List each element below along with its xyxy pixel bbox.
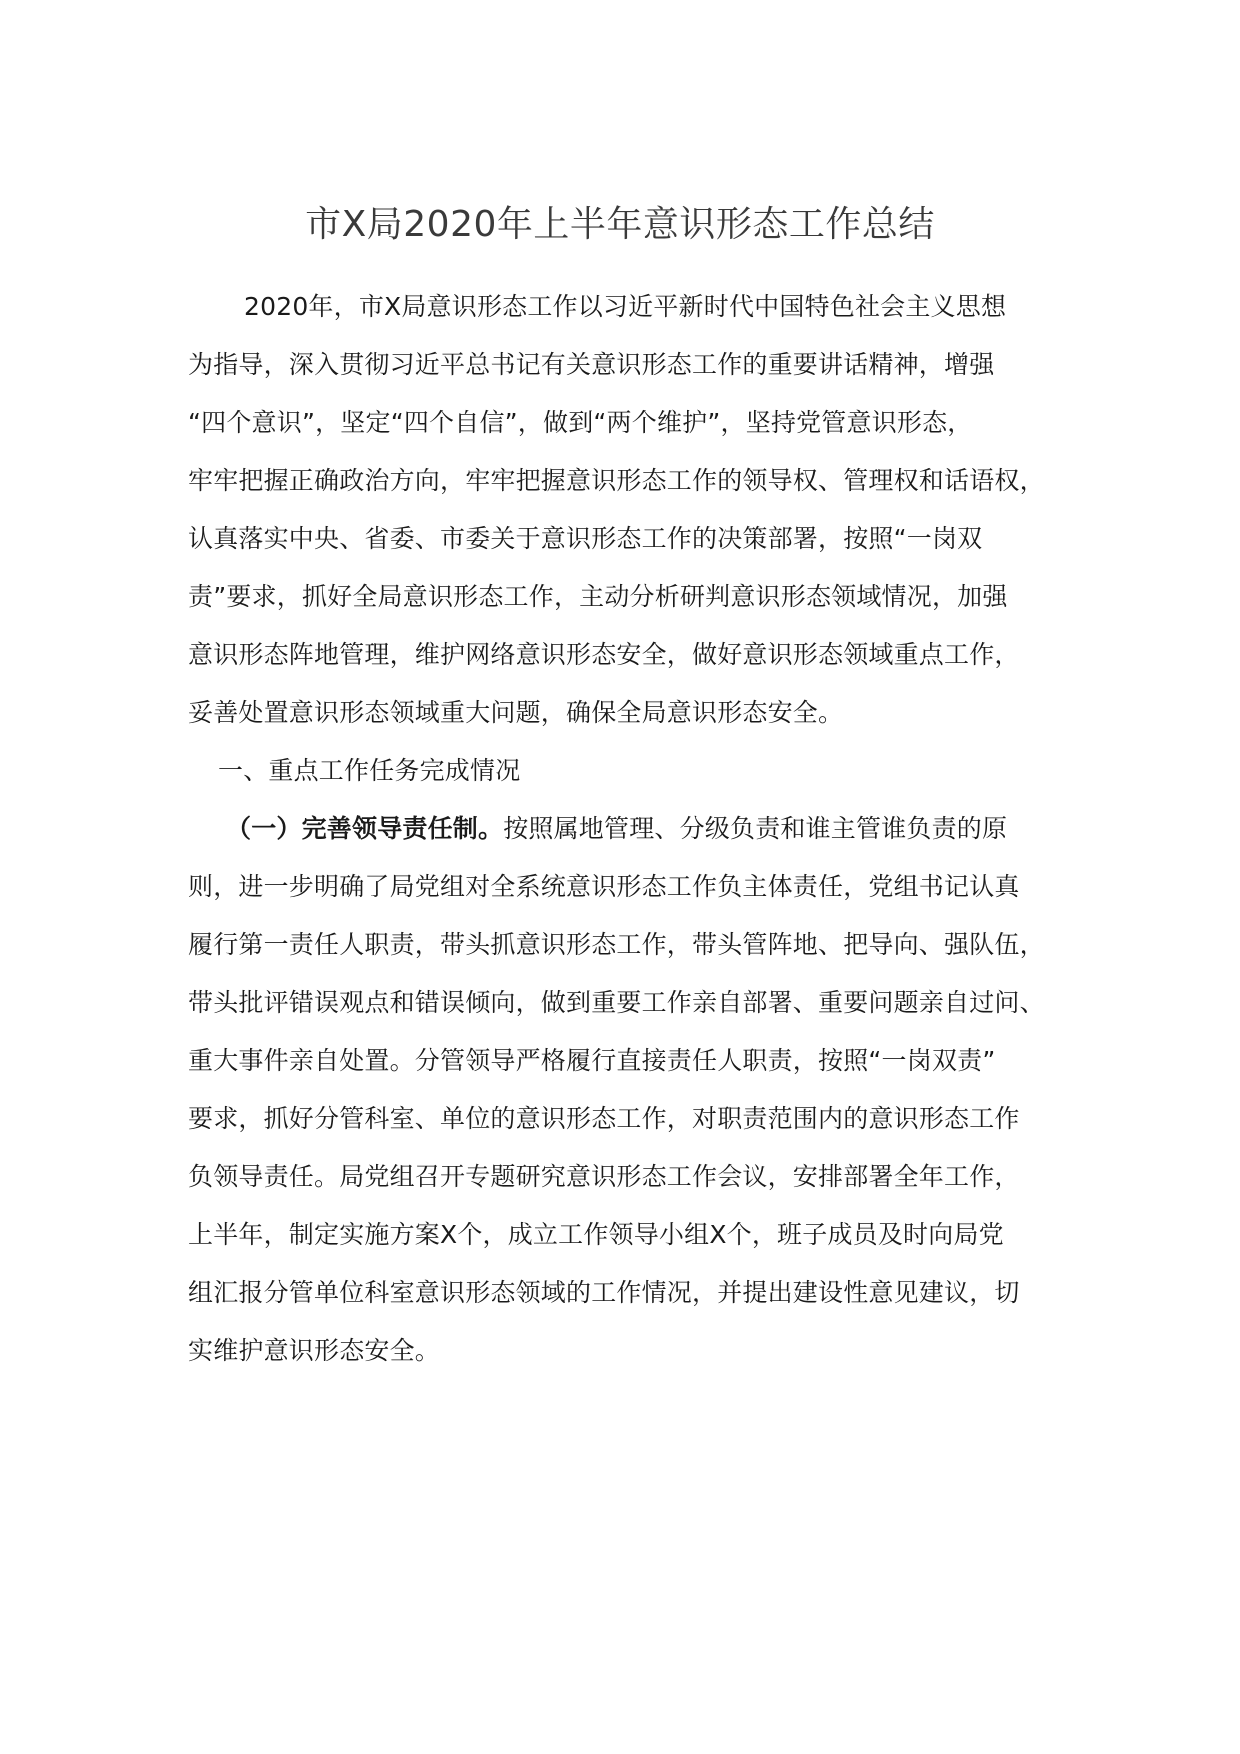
document-title: 市X局2020年上半年意识形态工作总结 — [305, 204, 935, 245]
paragraph-1-line-7: 意识形态阵地管理，维护网络意识形态安全，做好意识形态领域重点工作， — [188, 640, 1020, 669]
subsection-1-line-9: 组汇报分管单位科室意识形态领域的工作情况，并提出建设性意见建议，切 — [188, 1278, 1020, 1307]
paragraph-1-line-6: 责”要求，抓好全局意识形态工作，主动分析研判意识形态领域情况，加强 — [188, 582, 1008, 611]
paragraph-1-line-5: 认真落实中央、省委、市委关于意识形态工作的决策部署，按照“一岗双 — [188, 524, 983, 553]
subsection-1-first-line — [226, 809, 1008, 849]
subsection-1-bold-label: （一）完善领导责任制。 — [226, 814, 504, 843]
subsection-1-line-10: 实维护意识形态安全。 — [188, 1336, 441, 1365]
paragraph-1-line-8: 妥善处置意识形态领域重大问题，确保全局意识形态安全。 — [188, 698, 844, 727]
paragraph-1-line-3: “四个意识”，坚定“四个自信”，做到“两个维护”，坚持党管意识形态， — [188, 408, 973, 437]
subsection-1-first-line-text: 按照属地管理、分级负责和谁主管谁负责的原 — [503, 814, 1008, 843]
subsection-1-line-7: 负领导责任。局党组召开专题研究意识形态工作会议，安排部署全年工作， — [188, 1162, 1020, 1191]
section-1-heading: 一、重点工作任务完成情况 — [218, 756, 521, 785]
subsection-1-line-2: 则，进一步明确了局党组对全系统意识形态工作负主体责任，党组书记认真 — [188, 872, 1020, 901]
paragraph-1-line-1: 2020年，市X局意识形态工作以习近平新时代中国特色社会主义思想 — [244, 292, 1007, 321]
subsection-1-line-4: 带头批评错误观点和错误倾向，做到重要工作亲自部署、重要问题亲自过问、 — [188, 988, 1045, 1017]
subsection-1-line-8: 上半年，制定实施方案X个，成立工作领导小组X个，班子成员及时向局党 — [188, 1220, 1004, 1249]
subsection-1-line-5: 重大事件亲自处置。分管领导严格履行直接责任人职责，按照“一岗双责” — [188, 1046, 996, 1075]
subsection-1-line-6: 要求，抓好分管科室、单位的意识形态工作，对职责范围内的意识形态工作 — [188, 1104, 1020, 1133]
subsection-1-line-3: 履行第一责任人职责，带头抓意识形态工作，带头管阵地、把导向、强队伍， — [188, 930, 1045, 959]
paragraph-1-line-4: 牢牢把握正确政治方向，牢牢把握意识形态工作的领导权、管理权和话语权， — [188, 466, 1045, 495]
paragraph-1-line-2: 为指导，深入贯彻习近平总书记有关意识形态工作的重要讲话精神，增强 — [188, 350, 995, 379]
